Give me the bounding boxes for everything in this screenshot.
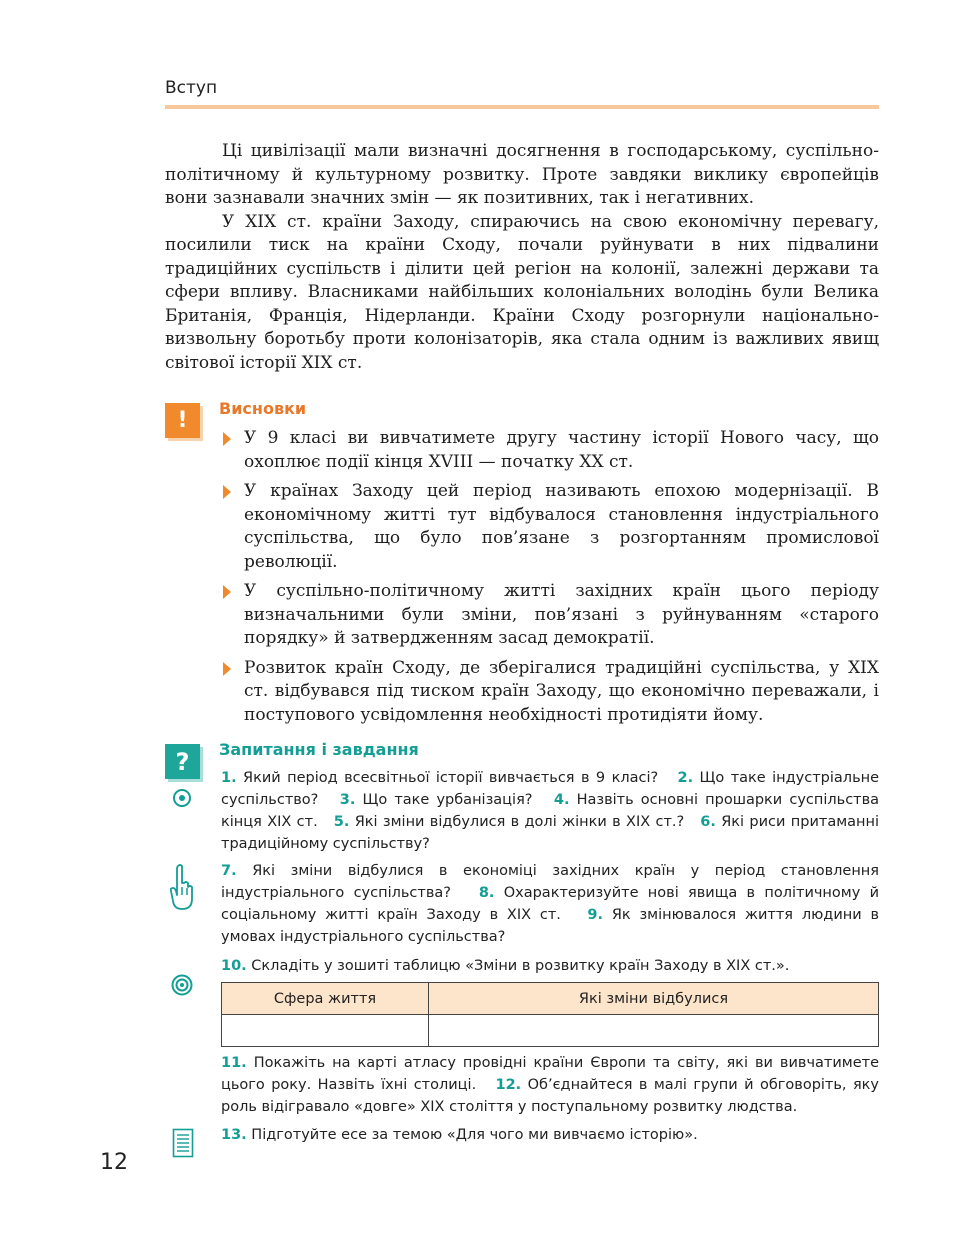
- conclusion-item: Розвиток країн Сходу, де зберігалися традиційні суспільства, у XIX ст. відбувався під тиском країн Заходу, що економічно переважали, і поступового усвідомлення необхідності протидіяти йому.: [219, 657, 879, 728]
- conclusions-list: [219, 427, 879, 733]
- section-header: Вступ: [165, 78, 218, 98]
- conclusion-item: У країнах Заходу цей період називають епохою модернізації. В економічному житті тут відбувалося становлення індустріального суспільства, що було пов’язане з розгортанням промислової революції.: [219, 480, 879, 574]
- intro-paragraph: У XIX ст. країни Заходу, спираючись на свою економічну перевагу, посилили тиск на країни Сходу, почали руйнувати в них підвалини традиційних суспільств і ділити цей регіон на колонії, залежні держави та сфери впливу. Власниками найбільших колоніальних володінь були Велика Британія, Франція, Нідерланди. Країни Сходу розгорнули національно-визвольну боротьбу проти колонізаторів, яка стала одним із важливих явищ світової історії XIX ст.: [165, 211, 879, 373]
- conclusion-item: У 9 класі ви вивчатимете другу частину історії Нового часу, що охоплює події кінця XVIII — початку XX ст.: [219, 427, 879, 474]
- intro-text: [165, 140, 879, 375]
- question-icon: ?: [165, 744, 200, 779]
- table-cell: [222, 1015, 429, 1047]
- questions-group-3: 10. Складіть у зошиті таблицю «Зміни в розвитку країн Заходу в XIX ст.».: [221, 958, 790, 974]
- pointing-hand-icon: [168, 863, 194, 913]
- table-cell: [429, 1015, 879, 1047]
- questions-group-2: 7. Які зміни відбулися в економіці західних країн у період становлення індустріального суспільства? 8. Охарактеризуйте нові явища в політичному й соціальному житті країн Заходу в XIX ст. 9. Як змінювалося життя людини в умовах індустріального суспільства?: [221, 863, 880, 945]
- table-header-changes: Які зміни відбулися: [429, 983, 879, 1015]
- bullet-triangle-icon: [223, 662, 231, 676]
- questions-group-5: 13. Підготуйте есе за темою «Для чого ми вивчаємо історію».: [221, 1127, 698, 1143]
- header-rule: [165, 105, 879, 109]
- conclusion-item: У суспільно-політичному житті західних країн цього періоду визначальними були зміни, пов’язані з руйнуванням «старого порядку» й затвердженням засад демократії.: [219, 580, 879, 651]
- bullseye-icon: [171, 974, 193, 996]
- table-header-sphere: Сфера життя: [222, 983, 429, 1015]
- bullet-triangle-icon: [223, 485, 231, 499]
- questions-group-1: 1. Який період всесвітньої історії вивчається в 9 класі? 2. Що таке індустріальне суспільство? 3. Що таке урбанізація? 4. Назвіть основні прошарки суспільства кінця XIX ст. 5. Які зміни відбулися в долі жінки в XIX ст.? 6. Які риси притаманні традиційному суспільству?: [221, 770, 880, 852]
- document-icon: [172, 1128, 194, 1158]
- conclusions-title: Висновки: [219, 399, 307, 418]
- intro-paragraph: Ці цивілізації мали визначні досягнення в господарському, суспільно-політичному й культурному розвитку. Проте завдяки виклику європейців вони зазнавали значних змін — як позитивних, так і негативних.: [165, 141, 879, 208]
- bullet-triangle-icon: [223, 585, 231, 599]
- questions-group-4: 11. Покажіть на карті атласу провідні країни Європи та світу, які ви вивчатимете цього року. Назвіть їхні столиці. 12. Об’єднайтеся в малі групи й обговоріть, яку роль відігравало «довге» XIX століття у поступальному розвитку людства.: [221, 1055, 880, 1115]
- table-row: [222, 1015, 879, 1047]
- changes-table: [221, 982, 879, 1047]
- exclamation-icon: !: [165, 403, 200, 438]
- bullet-triangle-icon: [223, 432, 231, 446]
- target-dot-icon: [172, 788, 192, 808]
- page-number: 12: [100, 1150, 128, 1175]
- questions-title: Запитання і завдання: [219, 740, 419, 759]
